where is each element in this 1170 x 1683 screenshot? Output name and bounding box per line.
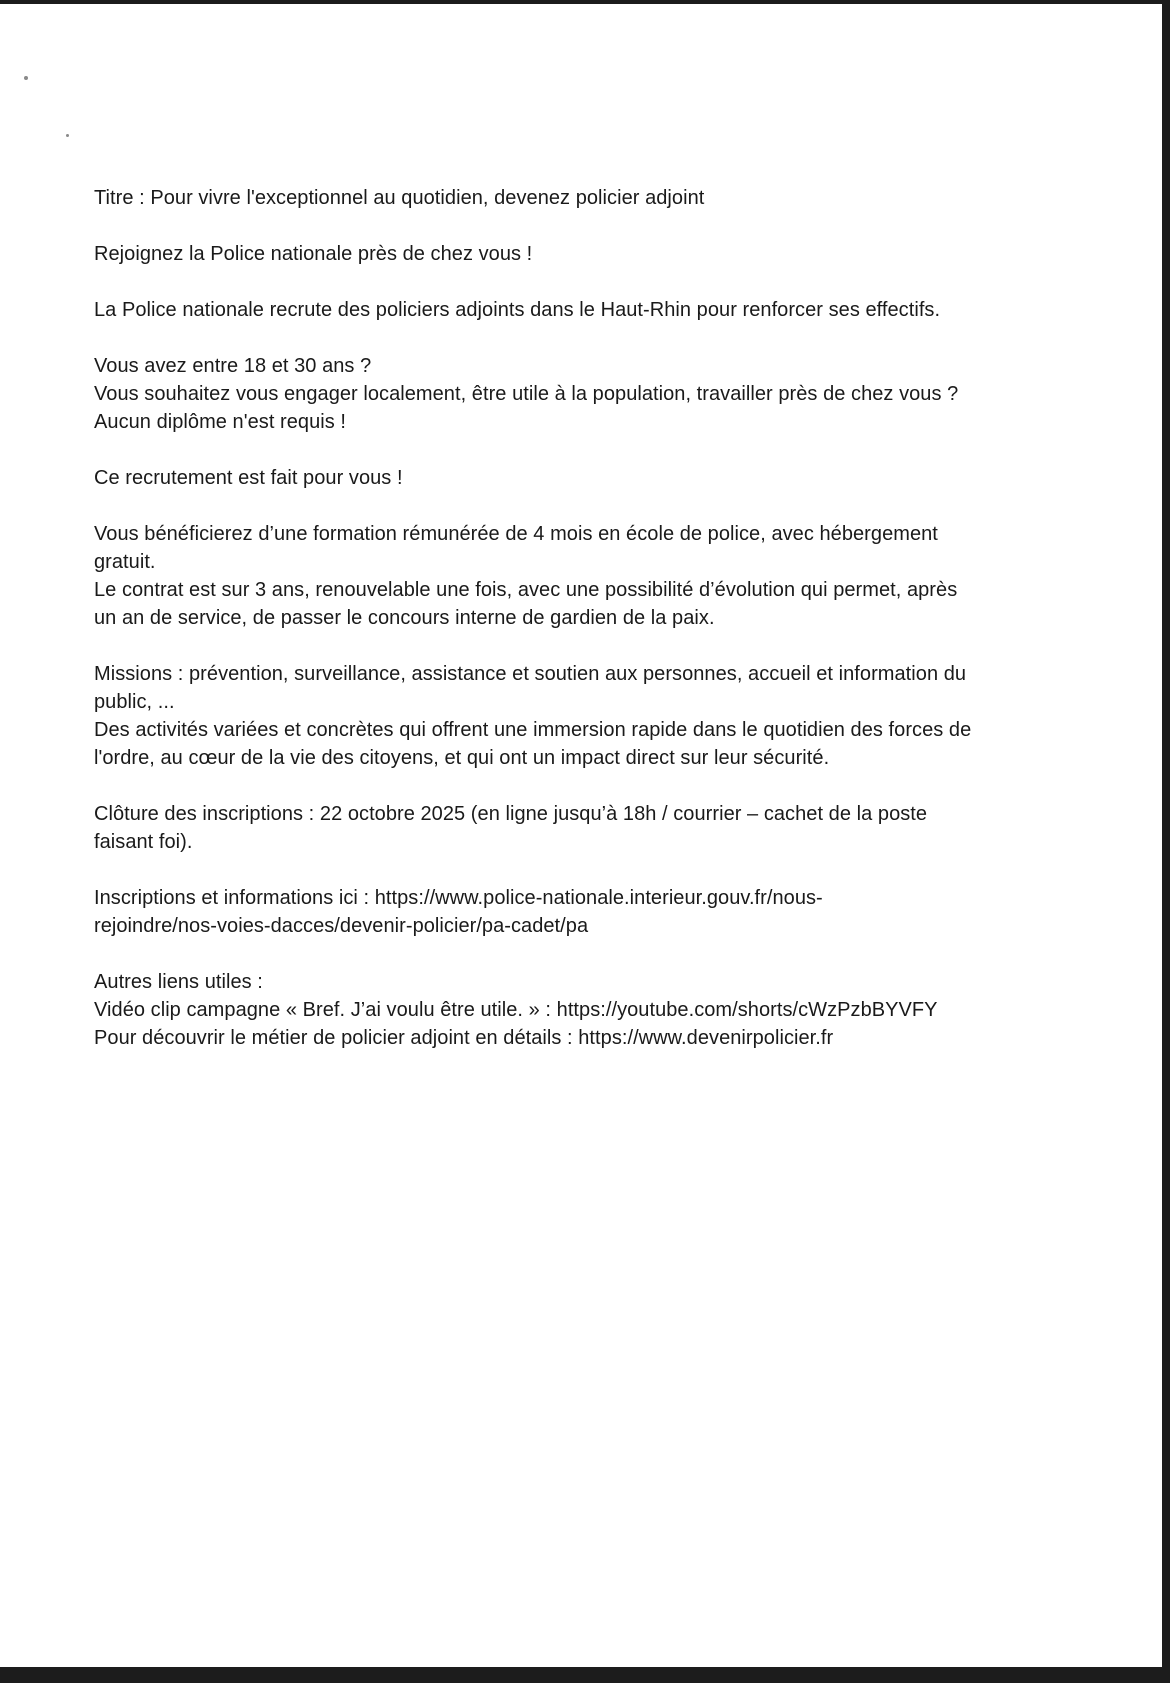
closing-line: faisant foi). — [94, 831, 193, 853]
inscriptions-paragraph — [94, 884, 1094, 940]
inscriptions-line: Inscriptions et informations ici : https://www.police-nationale.interieur.gouv.fr/nous- — [94, 887, 823, 909]
training-paragraph — [94, 520, 1094, 632]
video-link-line: Vidéo clip campagne « Bref. J’ai voulu être utile. » : https://youtube.com/shorts/cWzPzbBYVFY — [94, 999, 938, 1021]
questions-paragraph — [94, 352, 1094, 436]
links-paragraph — [94, 968, 1094, 1052]
document-title: Titre : Pour vivre l'exceptionnel au quotidien, devenez policier adjoint — [94, 187, 705, 209]
scan-speck — [66, 134, 69, 137]
website-link-line: Pour découvrir le métier de policier adjoint en détails : https://www.devenirpolicier.fr — [94, 1027, 834, 1049]
missions-line: Missions : prévention, surveillance, assistance et soutien aux personnes, accueil et information du — [94, 663, 967, 685]
missions-paragraph — [94, 660, 1094, 772]
training-line: Vous bénéficierez d’une formation rémunérée de 4 mois en école de police, avec hébergement — [94, 523, 938, 545]
closing-line: Clôture des inscriptions : 22 octobre 2025 (en ligne jusqu’à 18h / courrier – cachet de la poste — [94, 803, 928, 825]
missions-line: Des activités variées et concrètes qui offrent une immersion rapide dans le quotidien des forces de — [94, 719, 972, 741]
closing-paragraph — [94, 800, 1094, 856]
links-heading: Autres liens utiles : — [94, 971, 263, 993]
scan-speck — [24, 76, 28, 80]
question-line: Vous avez entre 18 et 30 ans ? — [94, 355, 372, 377]
training-line: un an de service, de passer le concours interne de gardien de la paix. — [94, 607, 715, 629]
intro-paragraph: Rejoignez la Police nationale près de chez vous ! — [94, 243, 533, 265]
training-line: gratuit. — [94, 551, 156, 573]
inscriptions-line: rejoindre/nos-voies-dacces/devenir-policier/pa-cadet/pa — [94, 915, 589, 937]
missions-line: public, ... — [94, 691, 175, 713]
missions-line: l'ordre, au cœur de la vie des citoyens, et qui ont un impact direct sur leur sécurité. — [94, 747, 830, 769]
recruit-paragraph: La Police nationale recrute des policiers adjoints dans le Haut-Rhin pour renforcer ses effectifs. — [94, 299, 941, 321]
training-line: Le contrat est sur 3 ans, renouvelable une fois, avec une possibilité d’évolution qui permet, après — [94, 579, 958, 601]
question-line: Aucun diplôme n'est requis ! — [94, 411, 347, 433]
for-you-paragraph: Ce recrutement est fait pour vous ! — [94, 467, 403, 489]
document-body — [94, 184, 1094, 1080]
question-line: Vous souhaitez vous engager localement, être utile à la population, travailler près de chez vous ? — [94, 383, 959, 405]
